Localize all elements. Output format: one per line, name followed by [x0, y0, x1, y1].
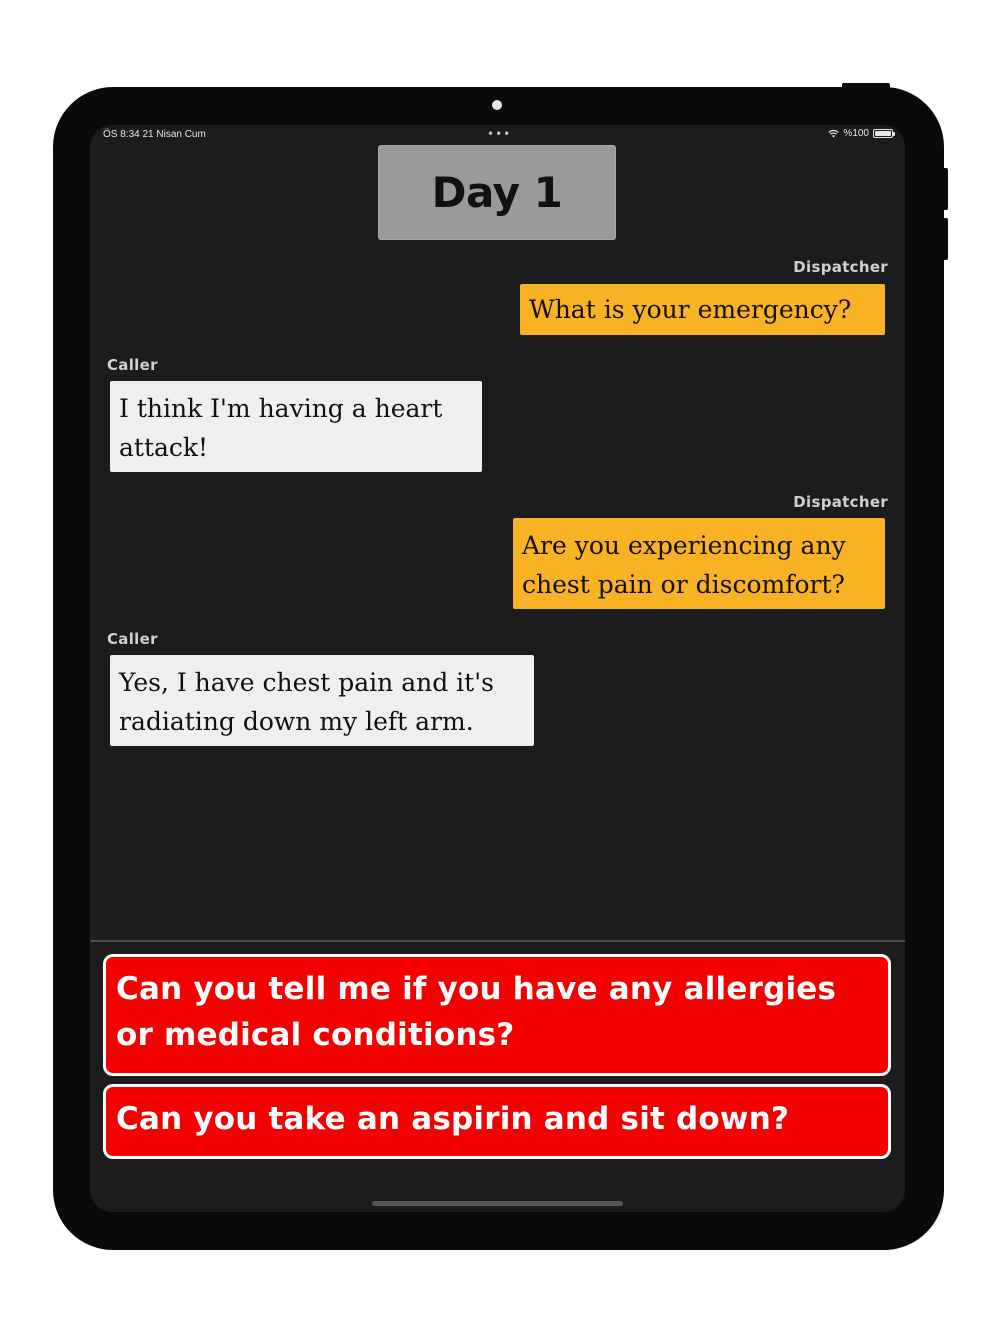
dispatcher-message: What is your emergency?: [520, 284, 885, 335]
home-indicator[interactable]: [372, 1201, 623, 1206]
multitasking-dots-icon[interactable]: •••: [487, 127, 512, 141]
caller-label: Caller: [107, 356, 158, 374]
status-time-date: ÖS 8:34 21 Nisan Cum: [103, 129, 206, 140]
dispatcher-label: Dispatcher: [793, 258, 888, 276]
dispatcher-message: Are you experiencing any chest pain or discomfort?: [513, 518, 885, 609]
caller-message: Yes, I have chest pain and it's radiating down my left arm.: [110, 655, 534, 746]
status-right: [828, 128, 893, 139]
choice-button-allergies[interactable]: Can you tell me if you have any allergies or medical conditions?: [103, 954, 891, 1076]
caller-label: Caller: [107, 630, 158, 648]
battery-icon: [873, 129, 893, 138]
day-title: Day 1: [378, 145, 616, 240]
wifi-icon: [828, 129, 839, 138]
battery-percent: %100: [843, 128, 869, 139]
camera-icon: [492, 100, 502, 110]
choice-button-aspirin[interactable]: Can you take an aspirin and sit down?: [103, 1084, 891, 1159]
app-screen: [90, 125, 905, 1212]
caller-message: I think I'm having a heart attack!: [110, 381, 482, 472]
dispatcher-label: Dispatcher: [793, 493, 888, 511]
divider: [90, 940, 905, 942]
